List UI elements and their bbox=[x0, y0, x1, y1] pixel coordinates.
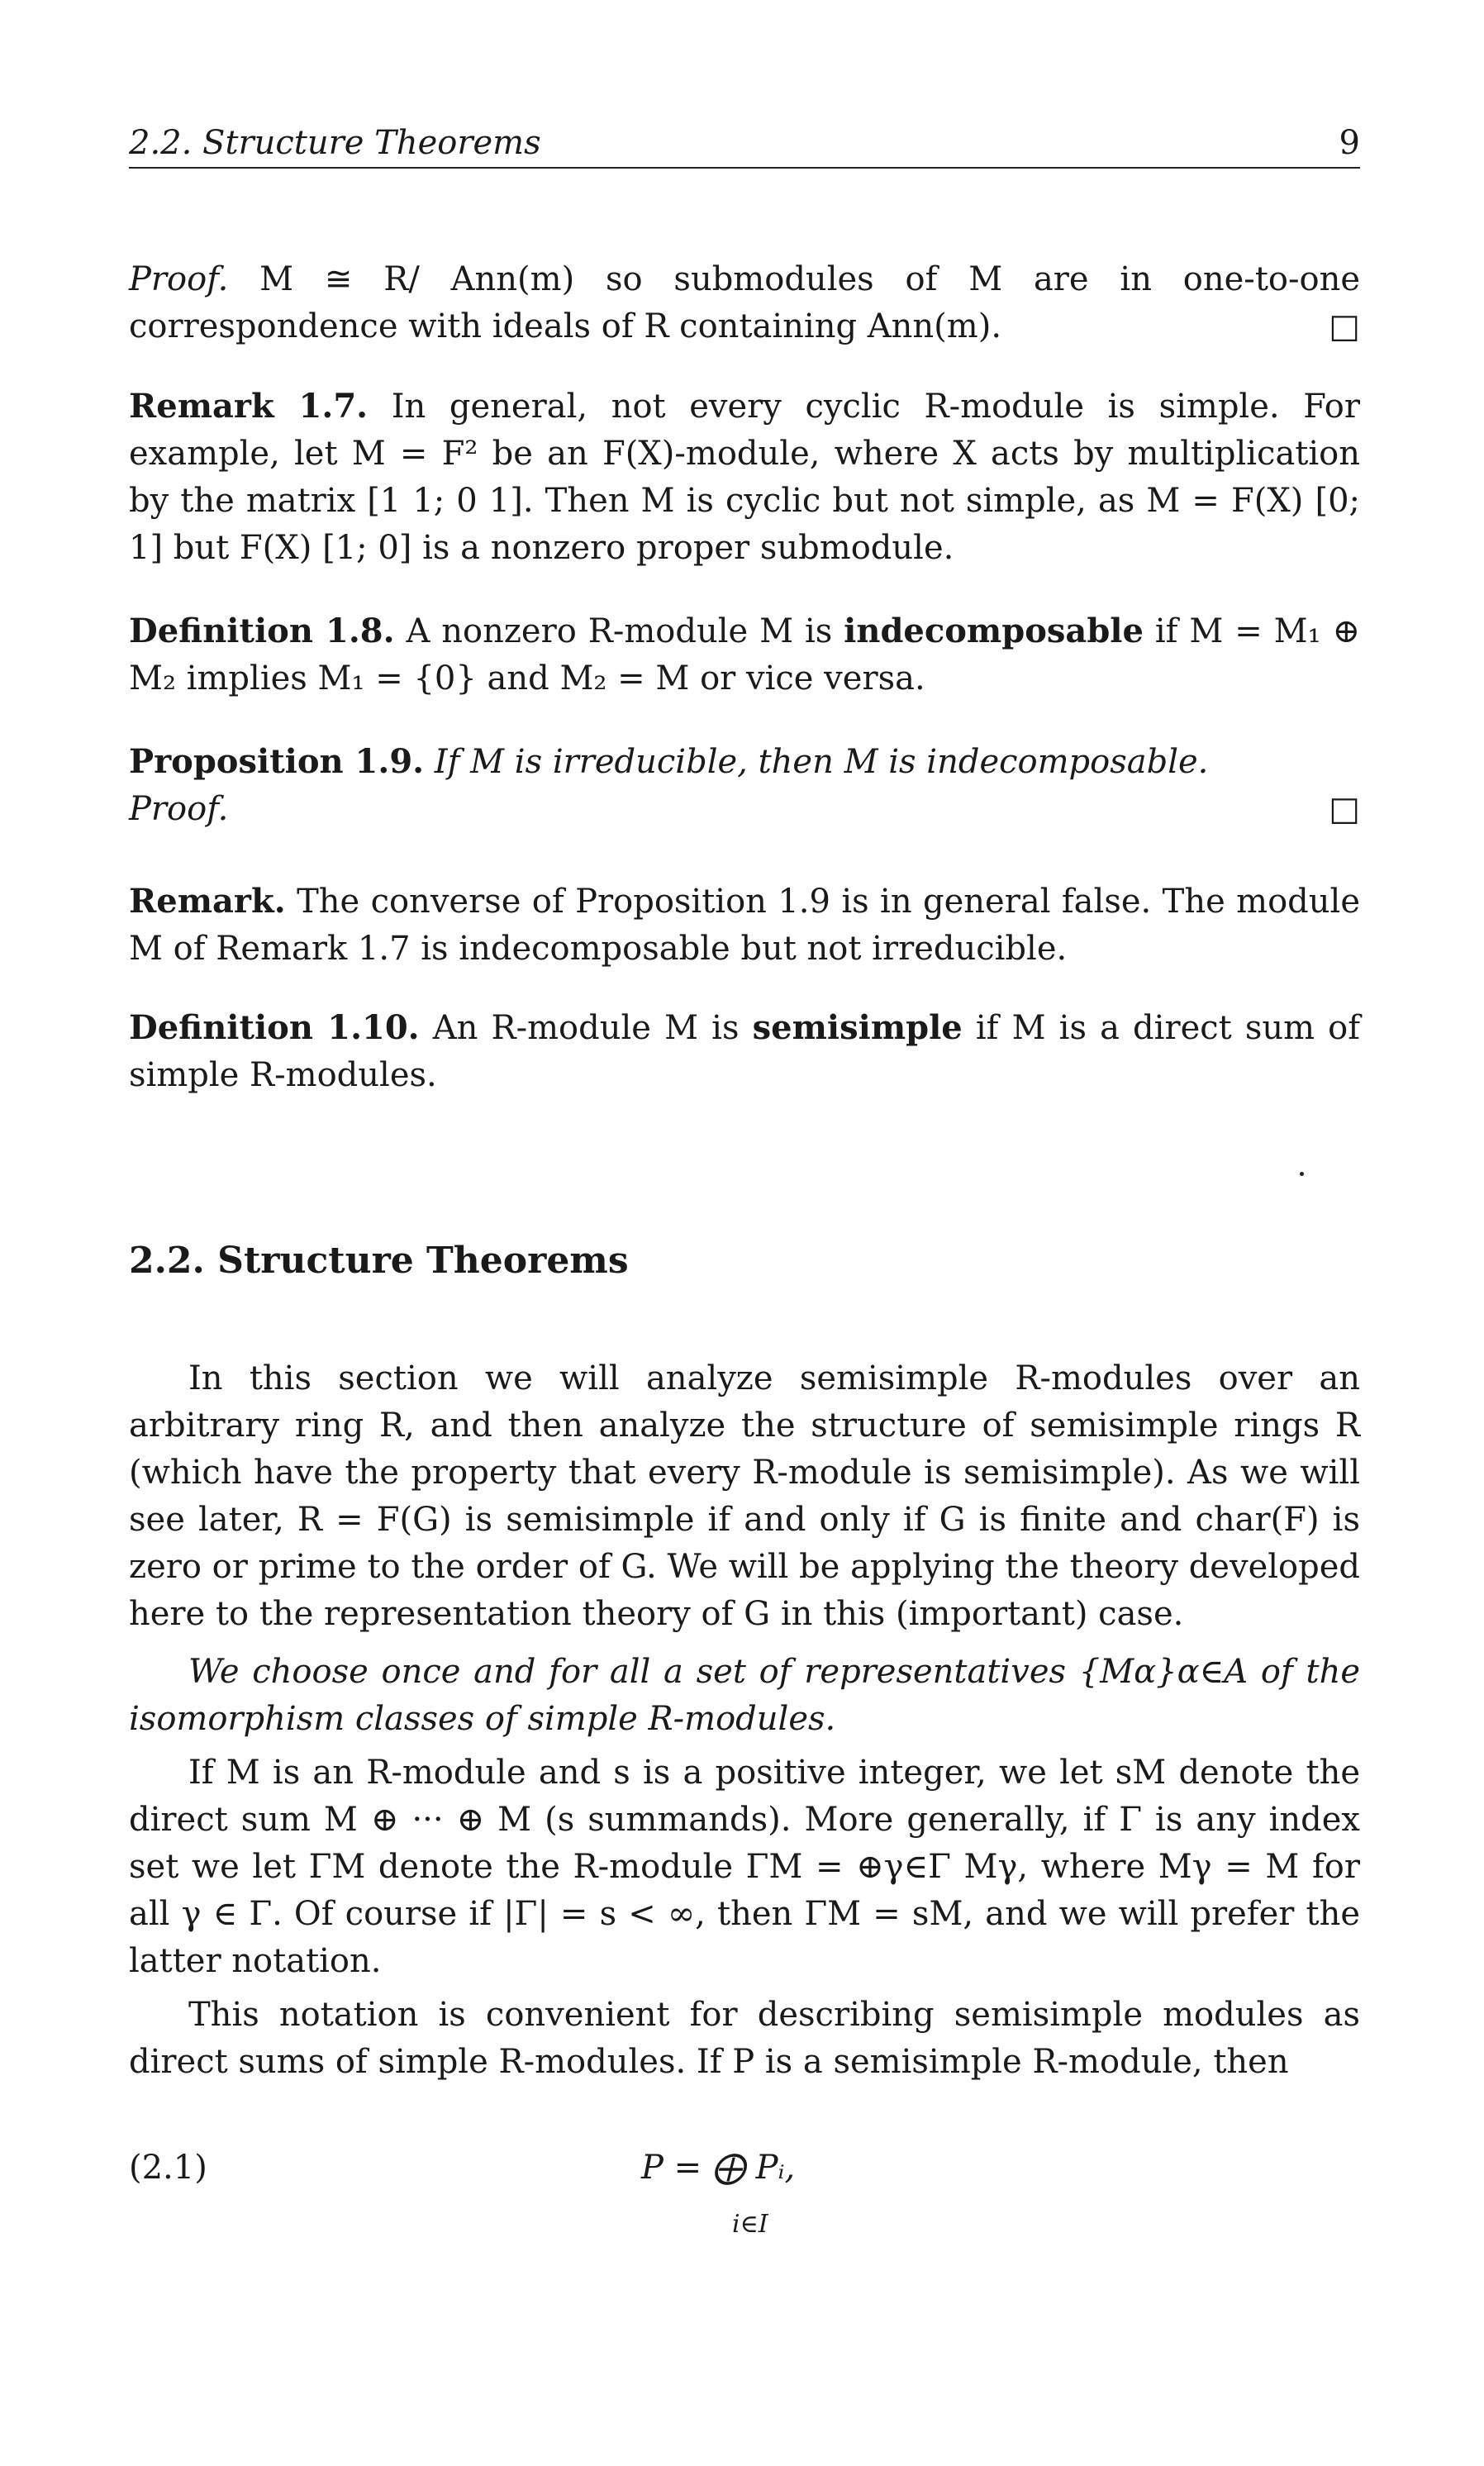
intro-paragraph: In this section we will analyze semisimple R-modules over an arbitrary ring R, and then analyze the structure of semisimple rings R (which have the property that every R-module is semisimple). As we will see later, R = F(G) is semisimple if and only if G is finite and char(F) is zero or prime to the order of G. We will be applying the theory developed here to the representation theory of G in this (important) case. bbox=[129, 1359, 1360, 1633]
remark-label: Remark. bbox=[129, 882, 286, 921]
remark-1-7-text: In general, not every cyclic R-module is simple. For example, let M = F² be an F(X)-module, where X acts by multiplication by the matrix [1 1; 0 1]. Then M is cyclic but not simple, as M = F(X) [0; 1] but F(X) [1; 0] is a nonzero proper submodule. bbox=[129, 388, 1360, 567]
remark-text: The converse of Proposition 1.9 is in general false. The module M of Remark 1.7 is indecomposable but not irreducible. bbox=[129, 883, 1360, 968]
qed-symbol: □ bbox=[1329, 307, 1360, 345]
proposition-1-9-label: Proposition 1.9. bbox=[129, 742, 425, 781]
definition-1-10-text-a: An R-module M is bbox=[432, 1009, 740, 1047]
proof-paragraph bbox=[129, 256, 1360, 350]
definition-1-8 bbox=[129, 607, 1360, 702]
notation-paragraph: If M is an R-module and s is a positive integer, we let sM denote the direct sum M ⊕ ··· ⊕ M (s summands). More generally, if Γ is any index set we let ΓM denote the R-module ΓM = ⊕γ∈Γ Mγ, where Mγ = M for all γ ∈ Γ. Of course if |Γ| = s < ∞, then ΓM = sM, and we will prefer the latter notation. bbox=[129, 1754, 1360, 1980]
remark-1-7 bbox=[129, 383, 1360, 572]
definition-1-8-text-b: if M = M₁ ⊕ M₂ implies M₁ = {0} and M₂ = M or vice versa. bbox=[129, 612, 1361, 697]
proposition-1-9-text: If M is irreducible, then M is indecomposable. bbox=[434, 743, 1209, 781]
running-head bbox=[129, 116, 1360, 169]
section-heading: 2.2. Structure Theorems bbox=[129, 1240, 629, 1282]
running-head-section: 2.2. Structure Theorems bbox=[129, 124, 541, 162]
equation-label: (2.1) bbox=[129, 2149, 207, 2187]
equation-body: P = ⨁ Pᵢ, bbox=[641, 2149, 796, 2187]
definition-1-10-term: semisimple bbox=[752, 1008, 963, 1047]
qed-symbol: □ bbox=[1329, 790, 1360, 828]
remark-converse bbox=[129, 878, 1360, 973]
page-number: 9 bbox=[1339, 124, 1360, 162]
remark-1-7-label: Remark 1.7. bbox=[129, 387, 369, 426]
definition-1-8-term: indecomposable bbox=[844, 612, 1144, 650]
proposition-1-9-proof-label: Proof. bbox=[129, 790, 229, 828]
proposition-1-9 bbox=[129, 738, 1360, 833]
proof-label: Proof. bbox=[129, 260, 229, 298]
semisimple-paragraph: This notation is convenient for describing semisimple modules as direct sums of simple R-modules. If P is a semisimple R-module, then bbox=[129, 1996, 1360, 2081]
equation-2-1 bbox=[129, 2149, 1360, 2240]
representatives-paragraph: We choose once and for all a set of representatives {Mα}α∈A of the isomorphism classes of simple R-modules. bbox=[129, 1653, 1360, 1738]
definition-1-10-label: Definition 1.10. bbox=[129, 1008, 420, 1047]
proof-text: M ≅ R/ Ann(m) so submodules of M are in one-to-one correspondence with ideals of R containing Ann(m). bbox=[129, 260, 1361, 345]
page bbox=[129, 0, 1360, 2466]
stray-dot bbox=[1300, 1172, 1304, 1176]
equation-subscript: i∈I bbox=[732, 2210, 768, 2239]
definition-1-8-label: Definition 1.8. bbox=[129, 612, 395, 650]
definition-1-10-text-b: if M is a direct sum of simple R-modules. bbox=[129, 1009, 1361, 1094]
definition-1-8-text-a: A nonzero R-module M is bbox=[406, 612, 833, 650]
definition-1-10 bbox=[129, 1004, 1360, 1099]
